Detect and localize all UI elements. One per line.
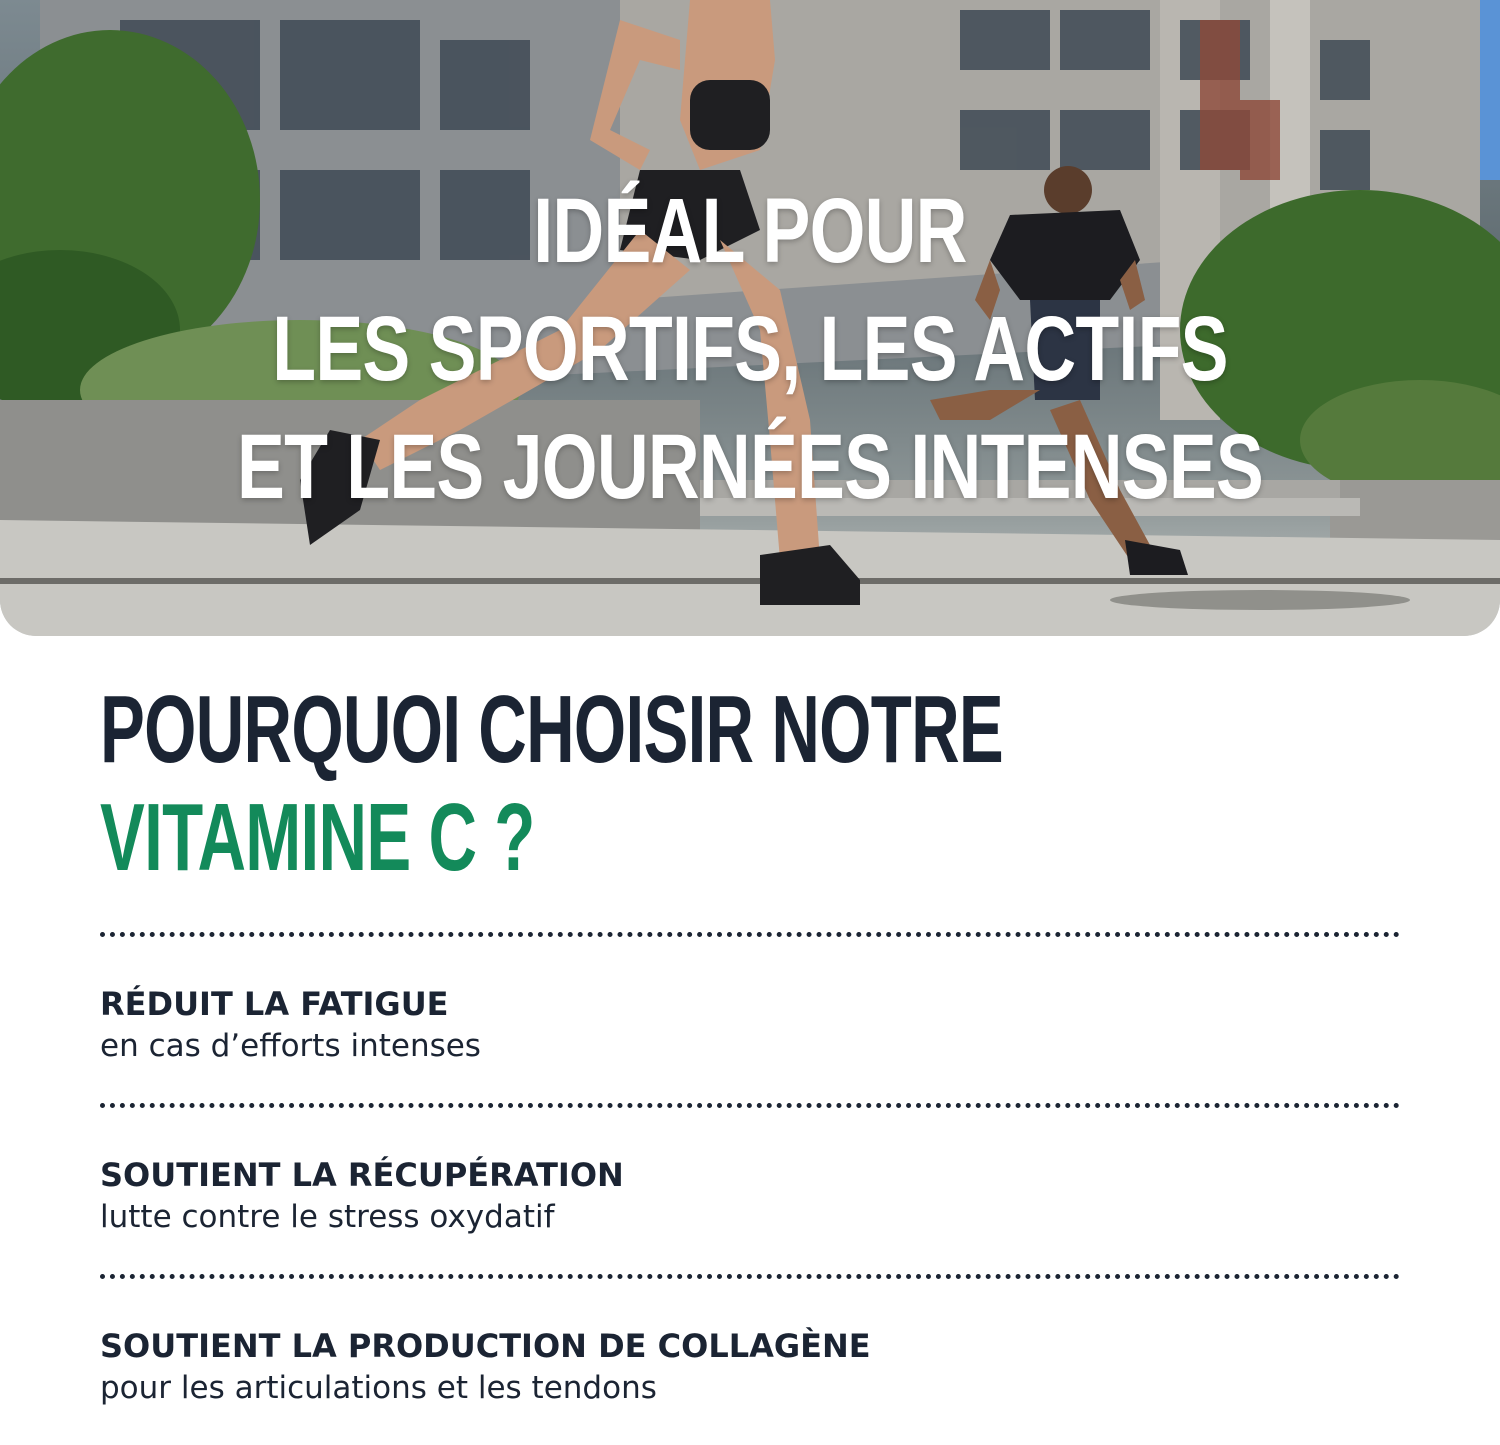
benefit-item-recovery bbox=[100, 1108, 1400, 1274]
hero-title-line-3: ET LES JOURNÉES INTENSES bbox=[236, 416, 1263, 518]
benefit-title: SOUTIENT LA PRODUCTION DE COLLAGÈNE bbox=[100, 1327, 871, 1365]
section-title-product: VITAMINE C ? bbox=[100, 784, 535, 891]
hero-title-line-1: IDÉAL POUR bbox=[533, 180, 967, 282]
benefit-description: lutte contre le stress oxydatif bbox=[100, 1199, 555, 1235]
benefit-item-fatigue bbox=[100, 937, 1400, 1103]
hero-title-line-2: LES SPORTIFS, LES ACTIFS bbox=[272, 298, 1228, 400]
section-title bbox=[100, 676, 1003, 892]
section-title-line-1: POURQUOI CHOISIR NOTRE bbox=[100, 676, 1004, 783]
benefit-description: en cas d’efforts intenses bbox=[100, 1028, 481, 1064]
benefit-title: RÉDUIT LA FATIGUE bbox=[100, 985, 449, 1023]
benefit-title: SOUTIENT LA RÉCUPÉRATION bbox=[100, 1156, 624, 1194]
benefits-list bbox=[100, 932, 1400, 1445]
benefit-item-collagen bbox=[100, 1279, 1400, 1445]
benefit-description: pour les articulations et les tendons bbox=[100, 1370, 657, 1406]
hero-banner bbox=[0, 0, 1500, 636]
hero-title bbox=[165, 172, 1335, 526]
